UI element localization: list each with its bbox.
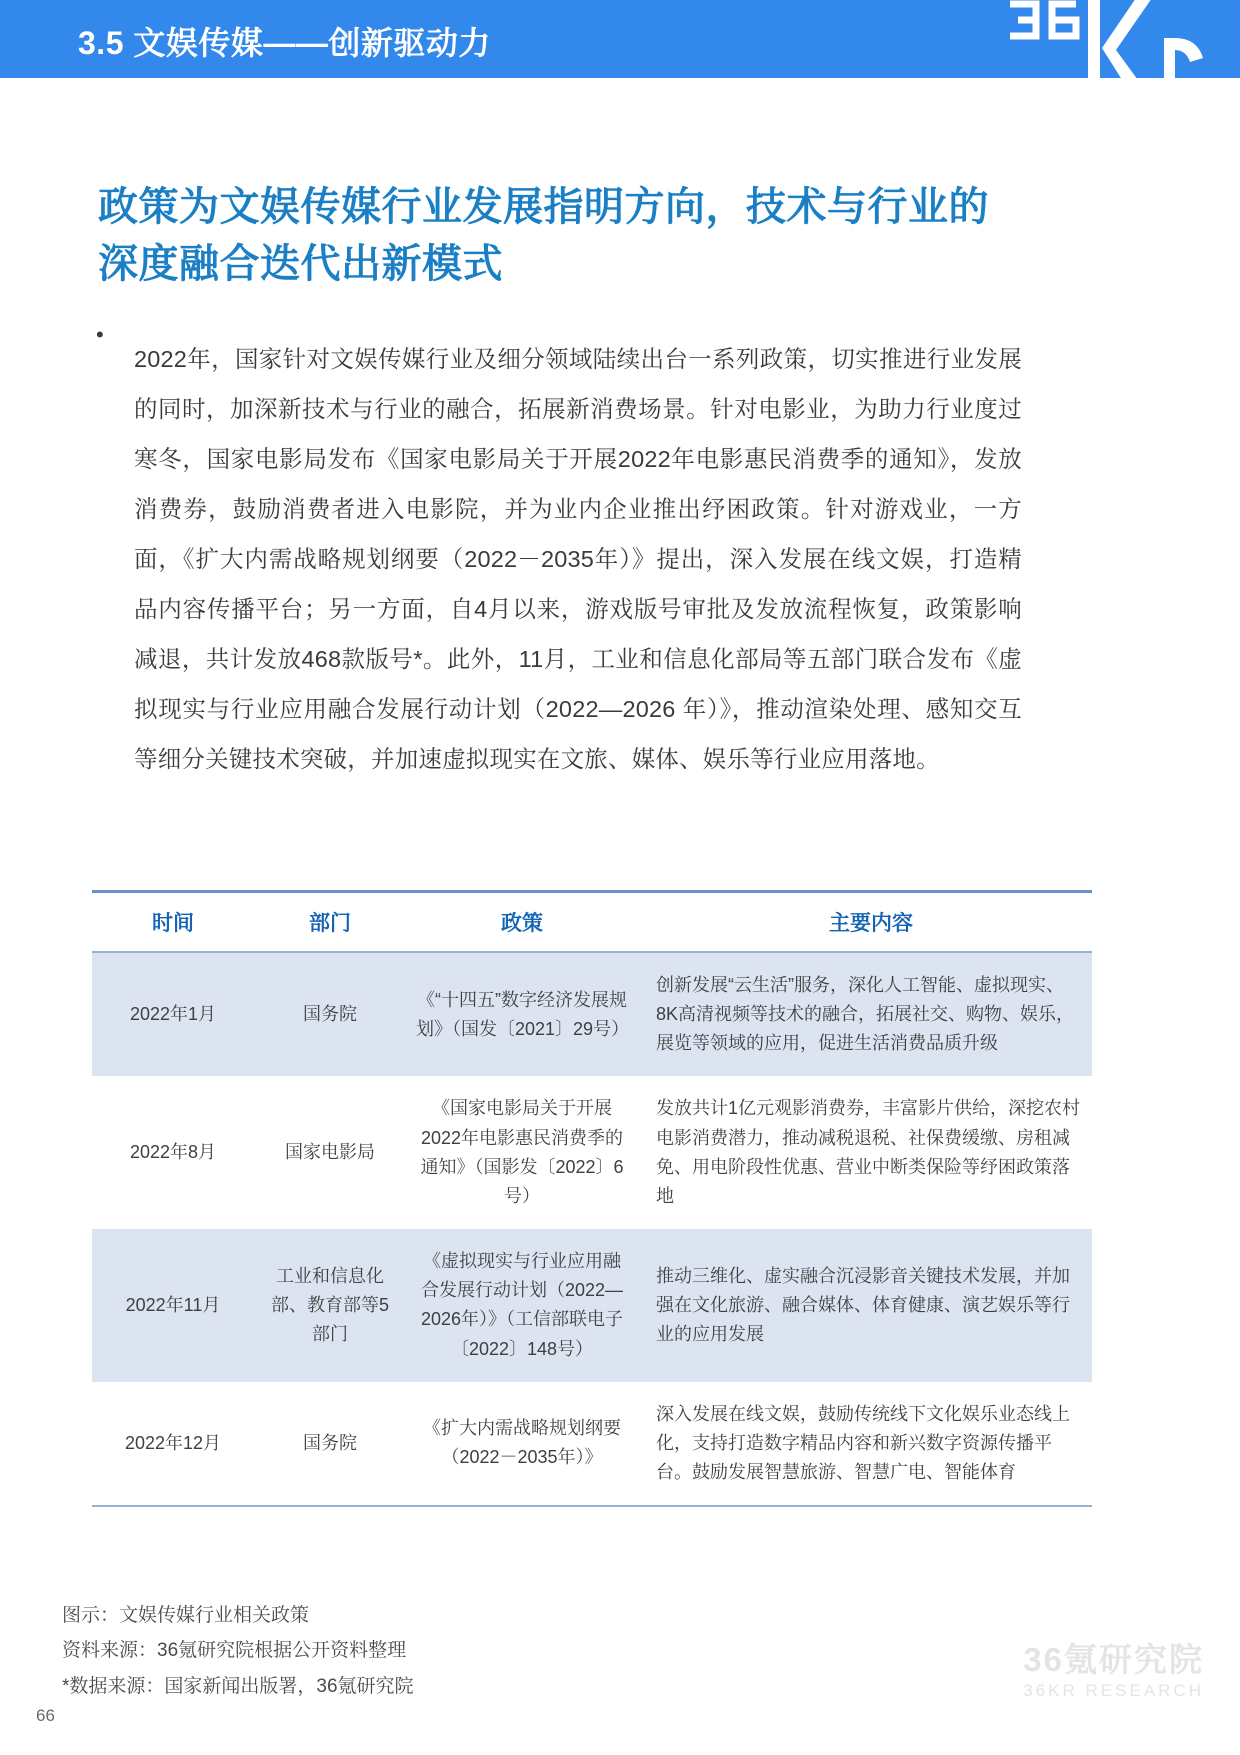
table-row	[92, 952, 1092, 1076]
page-title: 政策为文娱传媒行业发展指明方向，技术与行业的深度融合迭代出新模式	[98, 184, 989, 286]
section-label: 3.5 文娱传媒——创新驱动力	[78, 25, 491, 61]
cell-policy: 《扩大内需战略规划纲要（2022－2035年）》	[406, 1382, 638, 1506]
table-header	[92, 892, 1092, 953]
cell-policy: 《国家电影局关于开展2022年电影惠民消费季的通知》（国影发〔2022〕6号）	[406, 1076, 638, 1229]
data-source-note: *数据来源：国家新闻出版署，36氪研究院	[62, 1675, 414, 1697]
cell-time: 2022年12月	[92, 1382, 254, 1506]
cell-content: 推动三维化、虚实融合沉浸影音关键技术发展，并加强在文化旅游、融合媒体、体育健康、演艺娱乐等行业的应用发展	[638, 1229, 1092, 1382]
cell-time: 2022年11月	[92, 1229, 254, 1382]
watermark-en: 36KR RESEARCH	[1023, 1681, 1204, 1701]
table-row	[92, 1076, 1092, 1229]
policy-table	[92, 890, 1092, 1507]
cell-dept: 国务院	[254, 952, 406, 1076]
cell-dept: 国家电影局	[254, 1076, 406, 1229]
cell-time: 2022年8月	[92, 1076, 254, 1229]
watermark	[1023, 1642, 1204, 1704]
watermark-cn: 36氪研究院	[1023, 1641, 1204, 1678]
cell-policy: 《虚拟现实与行业应用融合发展行动计划（2022—2026年）》（工信部联电子〔2022〕148号）	[406, 1229, 638, 1382]
cell-content: 发放共计1亿元观影消费券，丰富影片供给，深挖农村电影消费潜力，推动减税退税、社保费缓缴、房租减免、用电阶段性优惠、营业中断类保险等纾困政策落地	[638, 1076, 1092, 1229]
source-note: 资料来源：36氪研究院根据公开资料整理	[62, 1640, 407, 1662]
cell-content: 创新发展“云生活”服务，深化人工智能、虚拟现实、8K高清视频等技术的融合，拓展社交、购物、娱乐，展览等领域的应用，促进生活消费品质升级	[638, 952, 1092, 1076]
table-row	[92, 1382, 1092, 1506]
cell-dept: 国务院	[254, 1382, 406, 1506]
table-body	[92, 952, 1092, 1506]
body-paragraph-block	[92, 310, 1022, 807]
page-number: 66	[36, 1706, 55, 1725]
table-row	[92, 1229, 1092, 1382]
body-paragraph-text: 2022年，国家针对文娱传媒行业及细分领域陆续出台一系列政策，切实推进行业发展的同时，加深新技术与行业的融合，拓展新消费场景。针对电影业，为助力行业度过寒冬，国家电影局发布《国家电影局关于开展2022年电影惠民消费季的通知》，发放消费券，鼓励消费者进入电影院，并为业内企业推出纾困政策。针对游戏业，一方面，《扩大内需战略规划纲要（2022－2035年）》提出，深入发展在线文娱，打造精品内容传播平台；另一方面，自4月以来，游戏版号审批及发放流程恢复，政策影响减退，共计发放468款版号*。此外，11月，工业和信息化部局等五部门联合发布《虚拟现实与行业应用融合发展行动计划（2022—2026 年）》，推动渲染处理、感知交互等细分关键技术突破，并加速虚拟现实在文旅、媒体、娱乐等行业应用落地。	[134, 345, 1022, 772]
bullet-point-icon: •	[96, 322, 104, 347]
column-header-content: 主要内容	[638, 892, 1092, 953]
figure-caption: 图示：文娱传媒行业相关政策	[62, 1605, 310, 1626]
cell-policy: 《“十四五”数字经济发展规划》（国发〔2021〕29号）	[406, 952, 638, 1076]
cell-dept: 工业和信息化部、教育部等5部门	[254, 1229, 406, 1382]
footnotes-block	[62, 1598, 862, 1704]
cell-content: 深入发展在线文娱，鼓励传统线下文化娱乐业态线上化，支持打造数字精品内容和新兴数字资源传播平台。鼓励发展智慧旅游、智慧广电、智能体育	[638, 1382, 1092, 1506]
column-header-time: 时间	[92, 892, 254, 953]
column-header-policy: 政策	[406, 892, 638, 953]
table-header-row	[92, 892, 1092, 953]
column-header-dept: 部门	[254, 892, 406, 953]
cell-time: 2022年1月	[92, 952, 254, 1076]
